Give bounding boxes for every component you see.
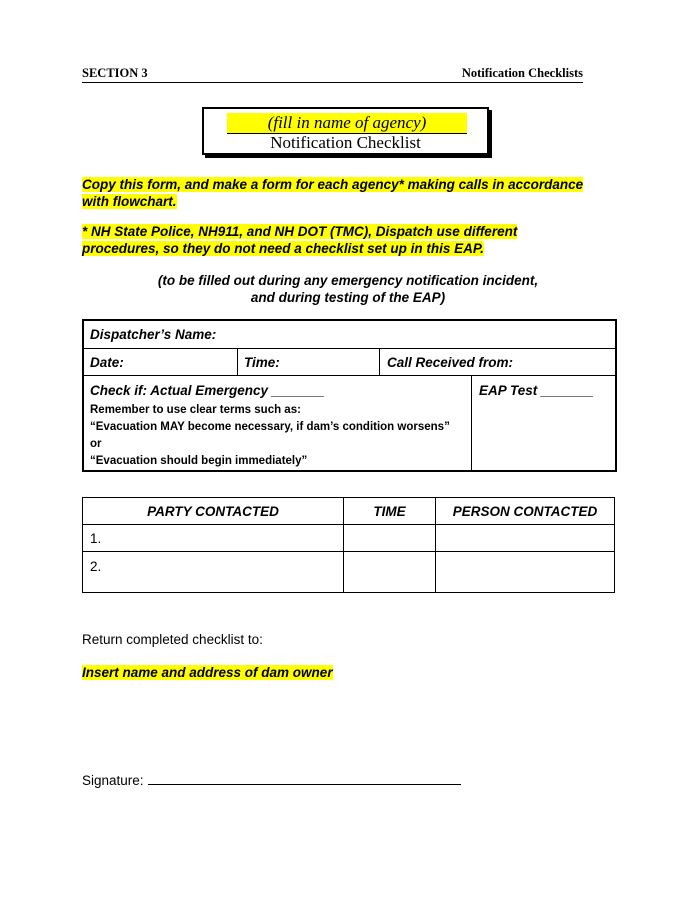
check-if-label[interactable]: Check if: Actual Emergency _______ [90,383,325,398]
copy-instructions [82,176,612,210]
eap-test-label[interactable]: EAP Test _______ [479,383,594,398]
signature-label: Signature: [82,773,144,788]
or-text: or [90,438,102,450]
fill-out-note [82,272,614,306]
section-header [82,65,583,83]
agency-note-line-1: * NH State Police, NH911, and NH DOT (TMC), Dispatch use different [82,224,518,239]
fill-out-note-line-1: (to be filled out during any emergency notification incident, [157,273,539,288]
return-label: Return completed checklist to: [82,632,263,647]
person-cell-1[interactable] [436,525,615,552]
time-divider [379,349,380,375]
person-contacted-header: PERSON CONTACTED [436,498,615,525]
signature-row [82,771,461,788]
dam-owner-field[interactable] [82,665,333,680]
table-row [83,525,615,552]
section-title: Notification Checklists [461,66,583,80]
party-cell-2[interactable]: 2. [83,552,344,593]
contacts-table-header [83,498,615,525]
form-title: Notification Checklist [270,133,421,152]
copy-instructions-line-2: with flowchart. [82,194,177,209]
agency-note-line-2: procedures, so they do not need a checklist set up in this EAP. [82,241,484,256]
party-cell-1[interactable]: 1. [83,525,344,552]
section-number: SECTION 3 [82,66,148,80]
remember-terms-text: Remember to use clear terms such as: [90,404,301,416]
time-cell-2[interactable] [344,552,436,593]
fill-out-note-line-2: and during testing of the EAP) [250,290,446,305]
example-phrase-2: “Evacuation should begin immediately” [90,455,308,467]
date-label: Date: [90,355,124,370]
eap-divider [471,376,472,470]
agency-name-field[interactable] [227,113,467,134]
agency-name-placeholder: (fill in name of agency) [267,113,427,132]
time-header: TIME [344,498,436,525]
party-contacted-header: PARTY CONTACTED [83,498,344,525]
dam-owner-placeholder: Insert name and address of dam owner [82,665,333,680]
dispatcher-name-label: Dispatcher’s Name: [90,327,217,342]
dispatcher-info-box [82,319,617,472]
table-row [83,552,615,593]
date-time-row [84,349,615,376]
form-title-box [202,107,489,155]
agency-note [82,223,612,257]
example-phrase-1: “Evacuation MAY become necessary, if dam’s condition worsens” [90,421,450,433]
time-label: Time: [244,355,280,370]
contacts-table [82,497,615,593]
signature-line[interactable] [148,771,461,785]
call-received-label: Call Received from: [387,355,514,370]
date-divider [237,349,238,375]
dispatcher-name-row[interactable] [84,321,615,349]
person-cell-2[interactable] [436,552,615,593]
time-cell-1[interactable] [344,525,436,552]
copy-instructions-line-1: Copy this form, and make a form for each agency* making calls in accordance [82,177,584,192]
